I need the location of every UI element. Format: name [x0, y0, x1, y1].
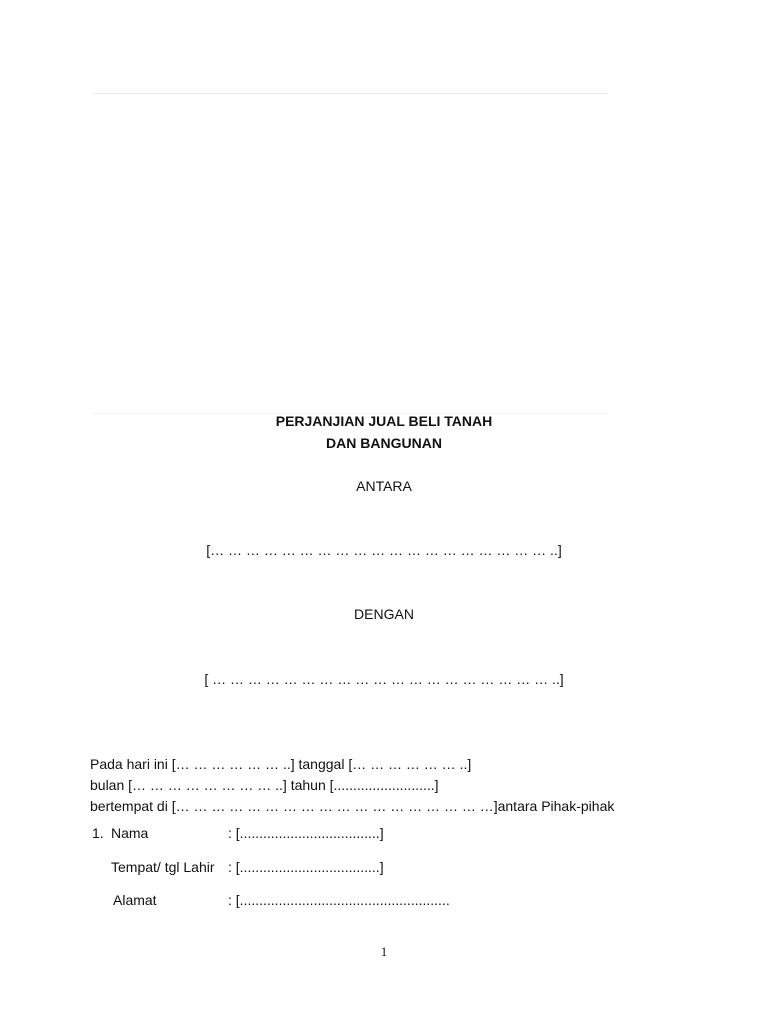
field-label-nama: Nama — [111, 825, 149, 841]
body-line-3: bertempat di [… … … … … … … … … … … … … … … … … …]antara Pihak-pihak — [90, 798, 615, 814]
field-value-alamat: : [...................................................... — [228, 892, 450, 908]
document-title-line1: PERJANJIAN JUAL BELI TANAH — [275, 413, 493, 429]
body-line-2: bulan [… … … … … … … … ..] tahun [..........................] — [90, 777, 439, 793]
antara-label: ANTARA — [356, 478, 412, 494]
field-value-tempat-tgl-lahir: : [....................................] — [228, 859, 384, 875]
document-title-line2: DAN BANGUNAN — [326, 435, 442, 451]
header-divider — [93, 93, 608, 94]
field-label-tempat-tgl-lahir: Tempat/ tgl Lahir — [111, 859, 215, 875]
field-value-nama: : [....................................] — [228, 825, 384, 841]
body-line-1: Pada hari ini [… … … … … … ..] tanggal [… … … … … … ..] — [90, 756, 472, 772]
page-number: 1 — [380, 944, 388, 959]
field-label-alamat: Alamat — [113, 892, 157, 908]
dengan-label: DENGAN — [354, 606, 414, 622]
field-number-1: 1. — [92, 825, 104, 841]
party2-blank: [ … … … … … … … … … … … … … … … … … … … ..] — [204, 671, 564, 687]
party1-blank: [… … … … … … … … … … … … … … … … … … … ..] — [206, 542, 562, 558]
